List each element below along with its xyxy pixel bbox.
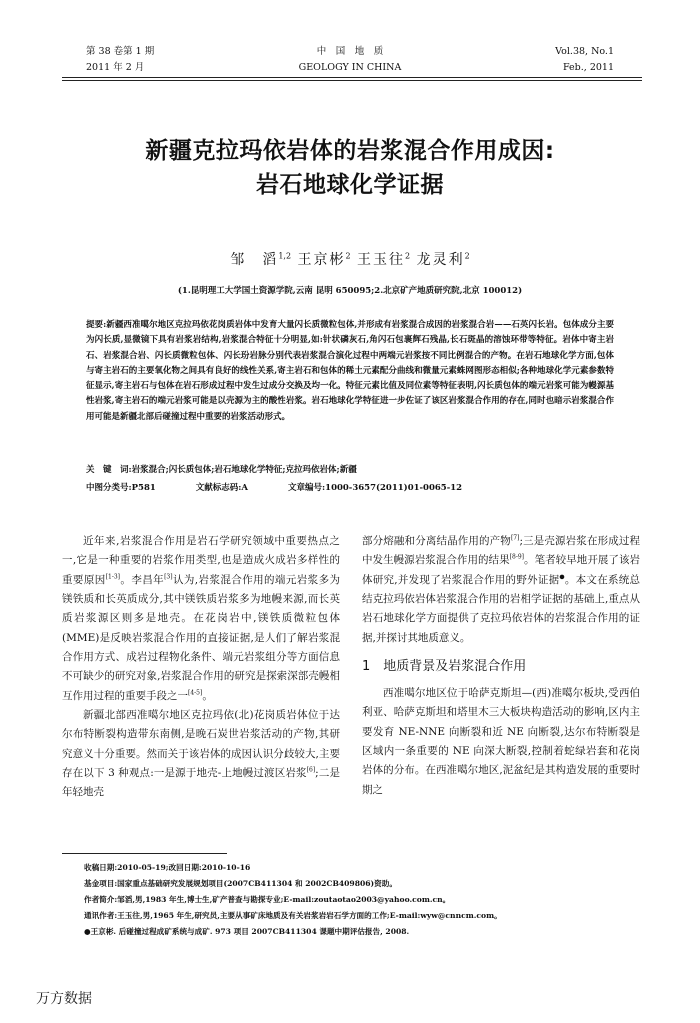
body-text: 部分熔融和分离结晶作用的产物	[362, 535, 511, 547]
header-volume: Vol.38, No.1	[555, 46, 614, 57]
body-text: 。李昌年	[120, 573, 165, 586]
document-code: 文献标志码:A	[195, 483, 249, 493]
body-text: 新疆北部西准噶尔地区克拉玛依(北)花岗质岩体位于达尔布特断裂构造带东南侧,是晚石炭世岩浆活动的产物,其研究意义十分重要。然而关于该岩体的成因认识分歧较大,主要存在以下 3 种观点:一是源于地壳-上地幔过渡区岩浆	[62, 709, 340, 780]
footnote-received: 收稿日期:2010-05-19;改回日期:2010-10-16	[84, 863, 251, 872]
author-name: 王玉往	[357, 252, 406, 268]
body-text: 。笔者较早地开展了该岩体研究,并发现了岩浆混合作用的野外证据	[362, 554, 641, 586]
author-name: 龙灵利	[416, 252, 465, 268]
header-rule	[62, 77, 642, 78]
body-paragraph	[62, 532, 340, 706]
body-paragraph	[362, 532, 640, 648]
watermark: 万方数据	[36, 991, 92, 1007]
author-affil-mark: 2	[464, 251, 470, 261]
author-affil-mark: 2	[345, 251, 351, 261]
body-paragraph: 西准噶尔地区位于哈萨克斯坦—(西)准噶尔板块,受西伯利亚、哈萨克斯坦和塔里木三大板块构造活动的影响,区内主要发育 NE-NNE 向断裂和近 NE 向断裂,达尔布特断裂是区域内一条重要的 NE 向深大断裂,控制着蛇绿岩套和花岗岩体的分布。在西准噶尔地区,泥盆纪是其构造发展的重要时期之	[362, 687, 640, 796]
classification-line	[86, 481, 614, 496]
abstract-label: 提要:	[86, 320, 107, 330]
header-rule-double	[62, 80, 642, 81]
body-right-column	[362, 532, 640, 800]
body-text: 认为,岩浆混合作用的端元岩浆多为镁铁质和长英质成分,其中镁铁质岩浆多为地幔来源,而长英质岩浆源区则多是地壳。在花岗岩中,镁铁质微粒包体(MME)是反映岩浆混合作用的直接证据,是人们了解岩浆混合作用方式、成岩过程物化条件、端元岩浆组分等方面信息不可缺少的研究对象,岩浆混合作用的研究是探索深部壳幔相互作用过程的重要手段之一	[62, 573, 340, 702]
body-text: 。本文在系统总结克拉玛依岩体岩浆混合作用的岩相学证据的基础上,重点从岩石地球化学方面提供了克拉玛依岩体的岩浆混合作用的证据,并探讨其地质意义。	[362, 573, 640, 644]
footnote-fund: 基金项目:国家重点基础研究发展规划项目(2007CB411304 和 2002CB409806)资助。	[84, 879, 397, 888]
paper-title-line1: 新疆克拉玛依岩体的岩浆混合作用成因:	[145, 138, 555, 164]
footnote-corresponding: 通讯作者:王玉往,男,1965 年生,研究员,主要从事矿床地质及有关岩浆岩岩石学方面的工作;E-mail:wyw@cnncm.com。	[84, 911, 502, 920]
author-affil-mark: 2	[405, 251, 411, 261]
body-text: ;二是年轻地壳	[62, 767, 340, 799]
keywords-text: 岩浆混合;闪长质包体;岩石地球化学特征;克拉玛依岩体;新疆	[131, 465, 357, 475]
abstract	[86, 318, 614, 425]
header-date-en: Feb., 2011	[562, 62, 614, 73]
journal-name-en: GEOLOGY IN CHINA	[298, 62, 402, 73]
article-number: 文章编号:1000-3657(2011)01-0065-12	[288, 483, 463, 493]
citation[interactable]: [6]	[306, 766, 316, 774]
footnote-note: ●王京彬. 后碰撞过程成矿系统与成矿. 973 项目 2007CB411304 课题中期评估报告, 2008.	[84, 927, 410, 936]
author-name: 王京彬	[297, 252, 346, 268]
citation[interactable]: [3]	[164, 573, 173, 581]
header-issue: 第 38 卷第 1 期	[86, 46, 155, 57]
paper-title-line2: 岩石地球化学证据	[256, 172, 444, 198]
author-affil-mark: 1,2	[278, 251, 292, 261]
header-date: 2011 年 2 月	[86, 62, 145, 73]
author-list	[0, 249, 700, 269]
citation[interactable]: [7]	[510, 534, 520, 542]
body-text: 。	[202, 689, 213, 702]
footnote-rule	[62, 853, 227, 854]
citation[interactable]: [1-3]	[105, 573, 120, 581]
footnote-mark[interactable]: ●	[559, 573, 565, 581]
author-name: 邹 滔	[230, 252, 279, 268]
body-paragraph	[62, 706, 340, 803]
clc-number: 中图分类号:P581	[86, 483, 156, 493]
affiliations: (1.昆明理工大学国土资源学院,云南 昆明 650095;2.北京矿产地质研究院,北京 100012)	[177, 286, 523, 296]
journal-name-cn: 中 国 地 质	[316, 46, 384, 57]
body-text: ;三是壳源岩浆在形成过程中发生幔源岩浆混合作用的结果	[362, 535, 640, 567]
citation[interactable]: [4-5]	[188, 689, 203, 697]
footnote-author-bio: 作者简介:邹滔,男,1983 年生,博士生,矿产普查与勘探专业;E-mail:zoutaotao2003@yahoo.com.cn。	[84, 895, 451, 904]
body-text: 近年来,岩浆混合作用是岩石学研究领域中重要热点之一,它是一种重要的岩浆作用类型,也是造成火成岩多样性的重要原因	[62, 535, 340, 586]
section-heading: 1 地质背景及岩浆混合作用	[362, 659, 527, 675]
abstract-text: 新疆西准噶尔地区克拉玛依花岗质岩体中发育大量闪长质微粒包体,并形成有岩浆混合成因的岩浆混合岩——石英闪长岩。包体成分主要为闪长质,显微镜下具有岩浆岩结构,岩浆混合特征十分明显,如:针状磷灰石,角闪石包裹辉石残晶,长石斑晶的溶蚀环带等特征。岩体中寄主岩石、岩浆混合岩、闪长质微粒包体、闪长玢岩脉分别代表岩浆混合演化过程中两端元岩浆按不同比例混合的产物。在岩石地球化学方面,包体与寄主岩石的主要氧化物之间具有良好的线性关系,寄主岩石和包体的稀土元素配分曲线和微量元素蛛网图形态相似;各种地球化学元素参数特征显示,寄主岩石与包体在岩石形成过程中发生过成分交换及均一化。特征元素比值及同位素等特征表明,闪长质包体的端元岩浆可能为幔源基性岩浆,寄主岩石的端元岩浆可能是以壳源为主的酸性岩浆。岩石地球化学特征进一步佐证了该区岩浆混合作用的存在,同时也暗示岩浆混合作用可能是新疆北部后碰撞过程中重要的岩浆活动形式。	[86, 320, 614, 422]
citation[interactable]: [8-9]	[509, 553, 524, 561]
body-left-column	[62, 532, 340, 803]
keywords-label: 关 键 词:	[86, 465, 132, 475]
keywords	[86, 463, 614, 478]
